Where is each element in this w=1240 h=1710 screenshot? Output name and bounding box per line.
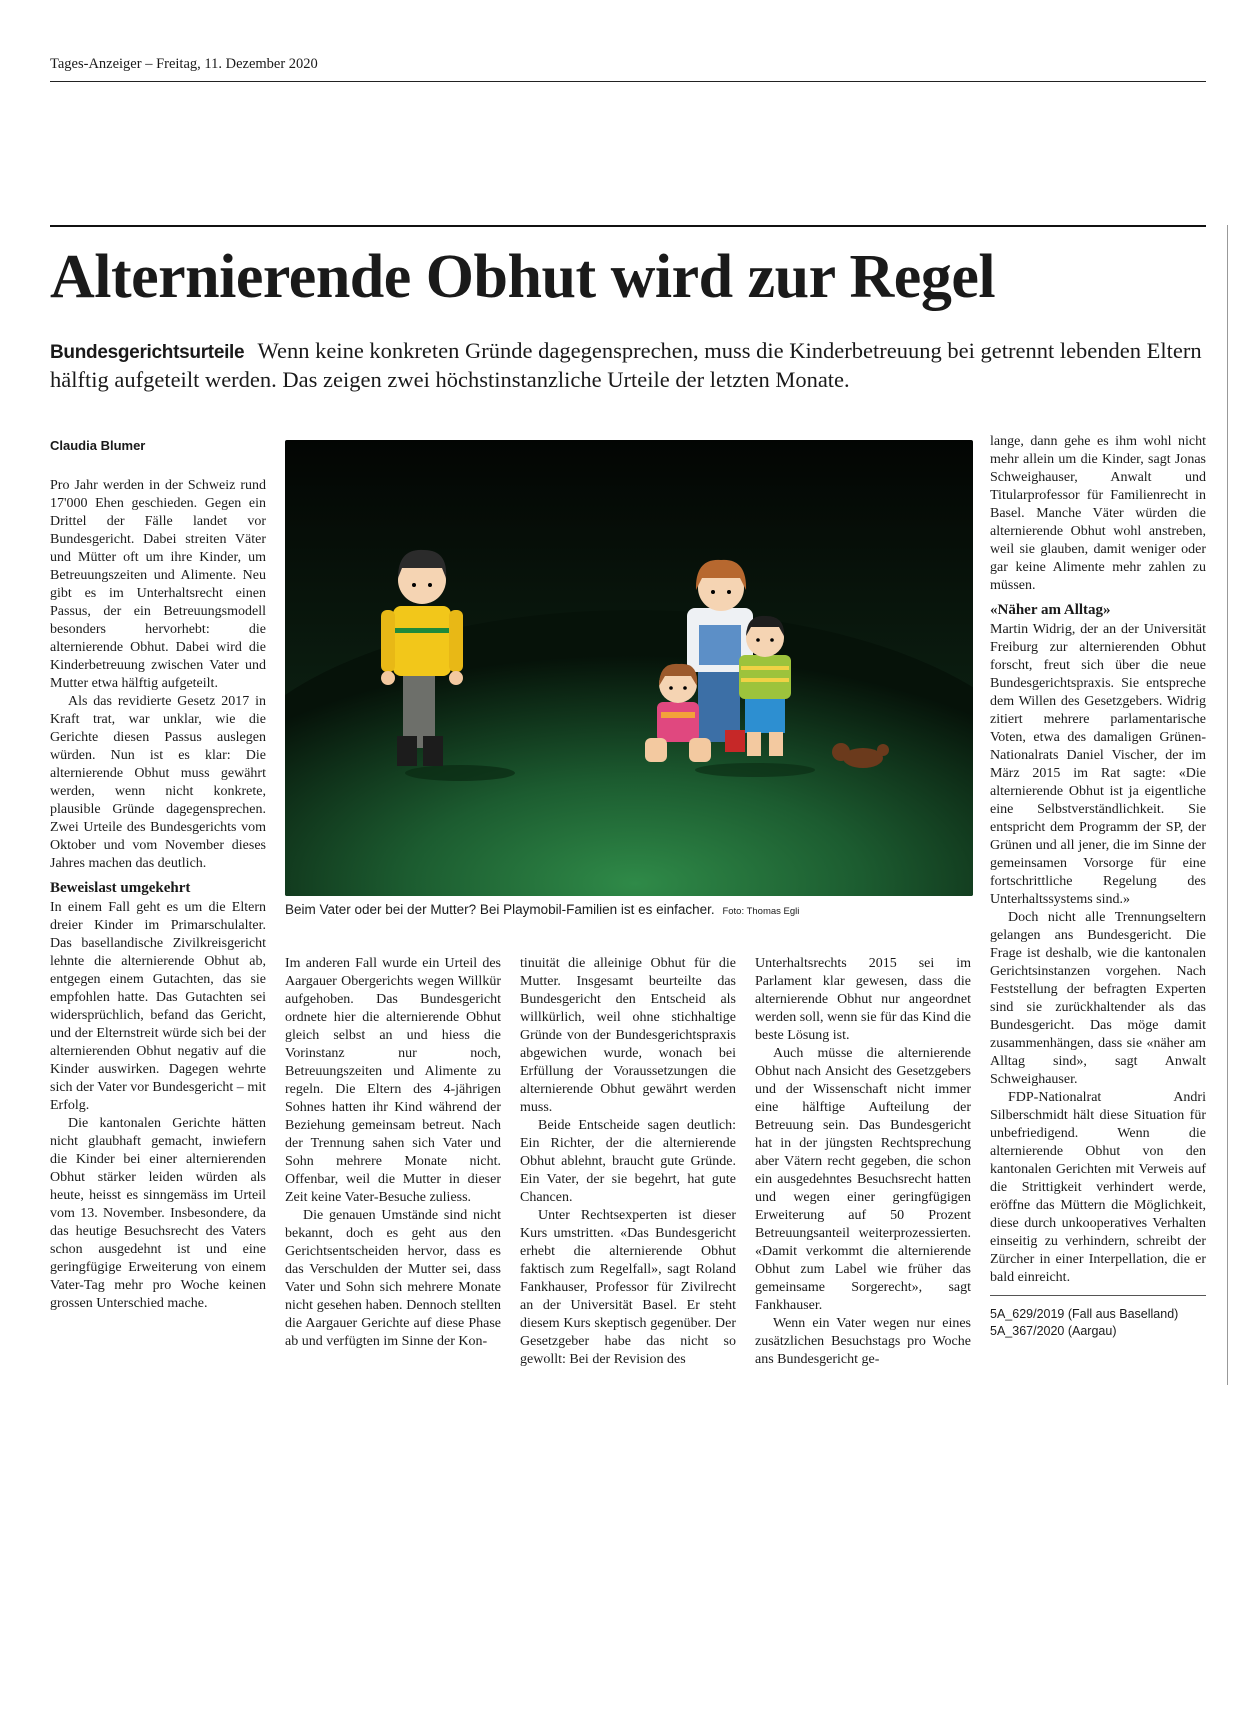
paragraph: Wenn ein Vater wegen nur eines zusätzlichen Besuchstags pro Woche ans Bundesgericht ge-: [755, 1316, 971, 1367]
byline: Claudia Blumer: [50, 438, 146, 453]
paragraph: Pro Jahr werden in der Schweiz rund 17'000 Ehen geschieden. Gegen ein Drittel der Fälle landet vor Bundesgericht. Dabei streiten Väter und Mütter oft um ihre Kinder, um Betreuungszeiten und Alimente. Neu gibt es im Unterhaltsrecht einen Passus, der ein Betreuungsmodell besonders hervorhebt: die alternierende Obhut. Dabei wird die Kinderbetreuung zwischen Vater und Mutter etwa hälftig aufgeteilt.: [50, 478, 266, 691]
paragraph: Im anderen Fall wurde ein Urteil des Aargauer Obergerichts wegen Willkür aufgehoben. Das Bundesgericht ordnete hier die alternierende Obhut gleich selbst an und hiess die Vorinstanz nur noch, Betreuungszeiten und Alimente zu regeln. Die Eltern des 4-jährigen Sohnes hatten ihr Kind während der Beziehung gemeinsam betreut. Nach der Trennung sahen sich Vater und Sohn mehrere Monate nicht. Offenbar, weil die Mutter in dieser Zeit keine Vater-Besuche zuliess.: [285, 956, 501, 1205]
paragraph: Die genauen Umstände sind nicht bekannt, doch es geht aus den Gerichtsentscheiden hervor, dass es das Verschulden der Mutter sei, dass Vater und Sohn sich mehrere Monate nicht gesehen haben. Dennoch stellten die Aargauer Gerichte auf diese Phase ab und verfügten im Sinne der Kon-: [285, 1208, 501, 1349]
court-references: [990, 1306, 1206, 1340]
playmobil-family-photo: [285, 440, 973, 896]
reference-item: 5A_367/2020 (Aargau): [990, 1324, 1117, 1338]
paragraph: Martin Widrig, der an der Universität Freiburg zur alternierenden Obhut forscht, freut sich über die neue Bundesgerichtspraxis. Sie entspreche dem Willen des Gesetzgebers. Widrig zitiert mehrere parlamentarische Voten, etwa des damaligen Grünen-Nationalrats Daniel Vischer, der im März 2015 im Rat sagte: «Die alternierende Obhut ist ja eigentliche eine Selbstverständlichkeit. Sie entspricht dem Programm der SP, der Grünen und all jener, die im Sinne der gemeinsamen Vorsorge für eine fortschrittliche Regelung des Unterhaltssystems sind.»: [990, 622, 1206, 907]
paragraph: Beide Entscheide sagen deutlich: Ein Richter, der die alternierende Obhut ablehnt, braucht gute Gründe. Ein Vater, der sie begehrt, hat gute Chancen.: [520, 1118, 736, 1205]
column-5: [990, 433, 1206, 1340]
references-rule: [990, 1295, 1206, 1296]
paragraph: Auch müsse die alternierende Obhut nach Ansicht des Gesetzgebers und der Wissenschaft nicht immer eine hälftige Aufteilung der Betreuung sein. Das Bundesgericht hat in der jüngsten Rechtsprechung aber Vätern recht gegeben, die schon ein ausgedehntes Besuchsrecht hatten und wegen einer geringfügigen Erweiterung auf 50 Prozent Betreuungsanteil weiterprozessierten. «Damit verkommt die alternierende Obhut zum Label wie früher das gemeinsame Sorgerecht», sagt Fankhauser.: [755, 1046, 971, 1313]
kicker: Bundesgerichtsurteile: [50, 342, 245, 363]
photo-caption: [285, 902, 985, 917]
paragraph: Als das revidierte Gesetz 2017 in Kraft trat, war unklar, wie die Gerichte diesen Passus auslegen würden. Nun ist es klar: Die alternierende Obhut muss gewährt werden, wenn nicht konkrete, plausible Gründe dagegensprechen. Zwei Urteile des Bundesgerichts vom Oktober und vom November dieses Jahres machen das deutlich.: [50, 694, 266, 871]
photo-credit: Foto: Thomas Egli: [722, 906, 800, 917]
lead-paragraph: [50, 337, 1215, 393]
page-edge-rule: [1227, 225, 1228, 1385]
paragraph: tinuität die alleinige Obhut für die Mutter. Insgesamt beurteilte das Bundesgericht den Entscheid als willkürlich, weil ohne stichhaltige Gründe von der Bundesgerichtspraxis abgewichen wurde, wonach bei Erfüllung der Voraussetzungen die alternierende Obhut gewährt werden muss.: [520, 956, 736, 1115]
lead-text: Wenn keine konkreten Gründe dagegensprechen, muss die Kinderbetreuung bei getrennt lebenden Eltern hälftig aufgeteilt werden. Das zeigen zwei höchstinstanzliche Urteile der letzten Monate.: [50, 338, 1202, 392]
paragraph: Doch nicht alle Trennungseltern gelangen ans Bundesgericht. Die Frage ist deshalb, wie die kantonalen Gerichtsinstanzen vorgehen. Nach Feststellung der befragten Experten sind sie zurückhaltender als das Bundesgericht. Das möge damit zusammenhängen, dass sie «näher am Alltag sind», sagt Anwalt Schweighauser.: [990, 910, 1206, 1087]
column-2: [285, 955, 501, 1351]
header-rule: [50, 81, 1206, 82]
paragraph: FDP-Nationalrat Andri Silberschmidt hält diese Situation für unbefriedigend. Wenn die alternierende Obhut von den kantonalen Gerichten mit Verweis auf die Strittigkeit verhindert werde, eröffne das Müttern die Möglichkeit, diese durch unkooperatives Verhalten einseitig zu verhindern, schreibt der Zürcher in einer Interpellation, die er bald einreicht.: [990, 1090, 1206, 1285]
article-photo: [285, 440, 973, 896]
paragraph: In einem Fall geht es um die Eltern dreier Kinder im Primarschulalter. Das basellandische Zivilkreisgericht lehnte die alternierende Obhut ab, entgegen einem Gutachten, das sie empfohlen hatte. Das Gutachten sei widersprüchlich, befand das Gericht, und der Elternstreit würde sich bei der alternierenden Obhut negativ auf die Kinder auswirken. Dagegen wehrte sich der Vater vor Bundesgericht – mit Erfolg.: [50, 900, 266, 1113]
paragraph: Die kantonalen Gerichte hätten nicht glaubhaft gemacht, inwiefern die Kinder bei einer alternierenden Obhut stärker leiden würden als heute, heisst es sinngemäss im Urteil vom 13. November. Insbesondere, da das heutige Besuchsrecht des Vaters schon ausgedehnt ist und eine geringfügige Erweiterung von einem Vater-Tag mehr pro Woche keinen grossen Unterschied mache.: [50, 1116, 266, 1311]
paragraph: Unterhaltsrechts 2015 sei im Parlament klar gewesen, dass die alternierende Obhut nur angeordnet werden soll, wenn sie für das Kind die beste Lösung ist.: [755, 956, 971, 1043]
column-4: [755, 955, 971, 1369]
reference-item: 5A_629/2019 (Fall aus Baselland): [990, 1307, 1179, 1321]
column-3: [520, 955, 736, 1369]
running-head: Tages-Anzeiger – Freitag, 11. Dezember 2020: [50, 56, 318, 72]
subheading: «Näher am Alltag»: [990, 602, 1111, 618]
article-top-rule: [50, 225, 1206, 227]
paragraph: Unter Rechtsexperten ist dieser Kurs umstritten. «Das Bundesgericht erhebt die alternierende Obhut faktisch zum Regelfall», sagt Roland Fankhauser, Professor für Zivilrecht an der Universität Basel. Er steht diesem Kurs skeptisch gegenüber. Der Gesetzgeber habe das nicht so gewollt: Bei der Revision des: [520, 1208, 736, 1367]
caption-text: Beim Vater oder bei der Mutter? Bei Playmobil-Familien ist es einfacher.: [285, 902, 715, 917]
headline: Alternierende Obhut wird zur Regel: [50, 243, 996, 311]
column-1: [50, 437, 266, 1313]
subheading: Beweislast umgekehrt: [50, 880, 191, 896]
paragraph: lange, dann gehe es ihm wohl nicht mehr allein um die Kinder, sagt Jonas Schweighauser, Anwalt und Titularprofessor für Familienrecht in Basel. Manche Väter würden die alternierende Obhut wohl anstreben, weil sie glauben, damit weniger oder gar keine Alimente mehr zahlen zu müssen.: [990, 434, 1206, 593]
